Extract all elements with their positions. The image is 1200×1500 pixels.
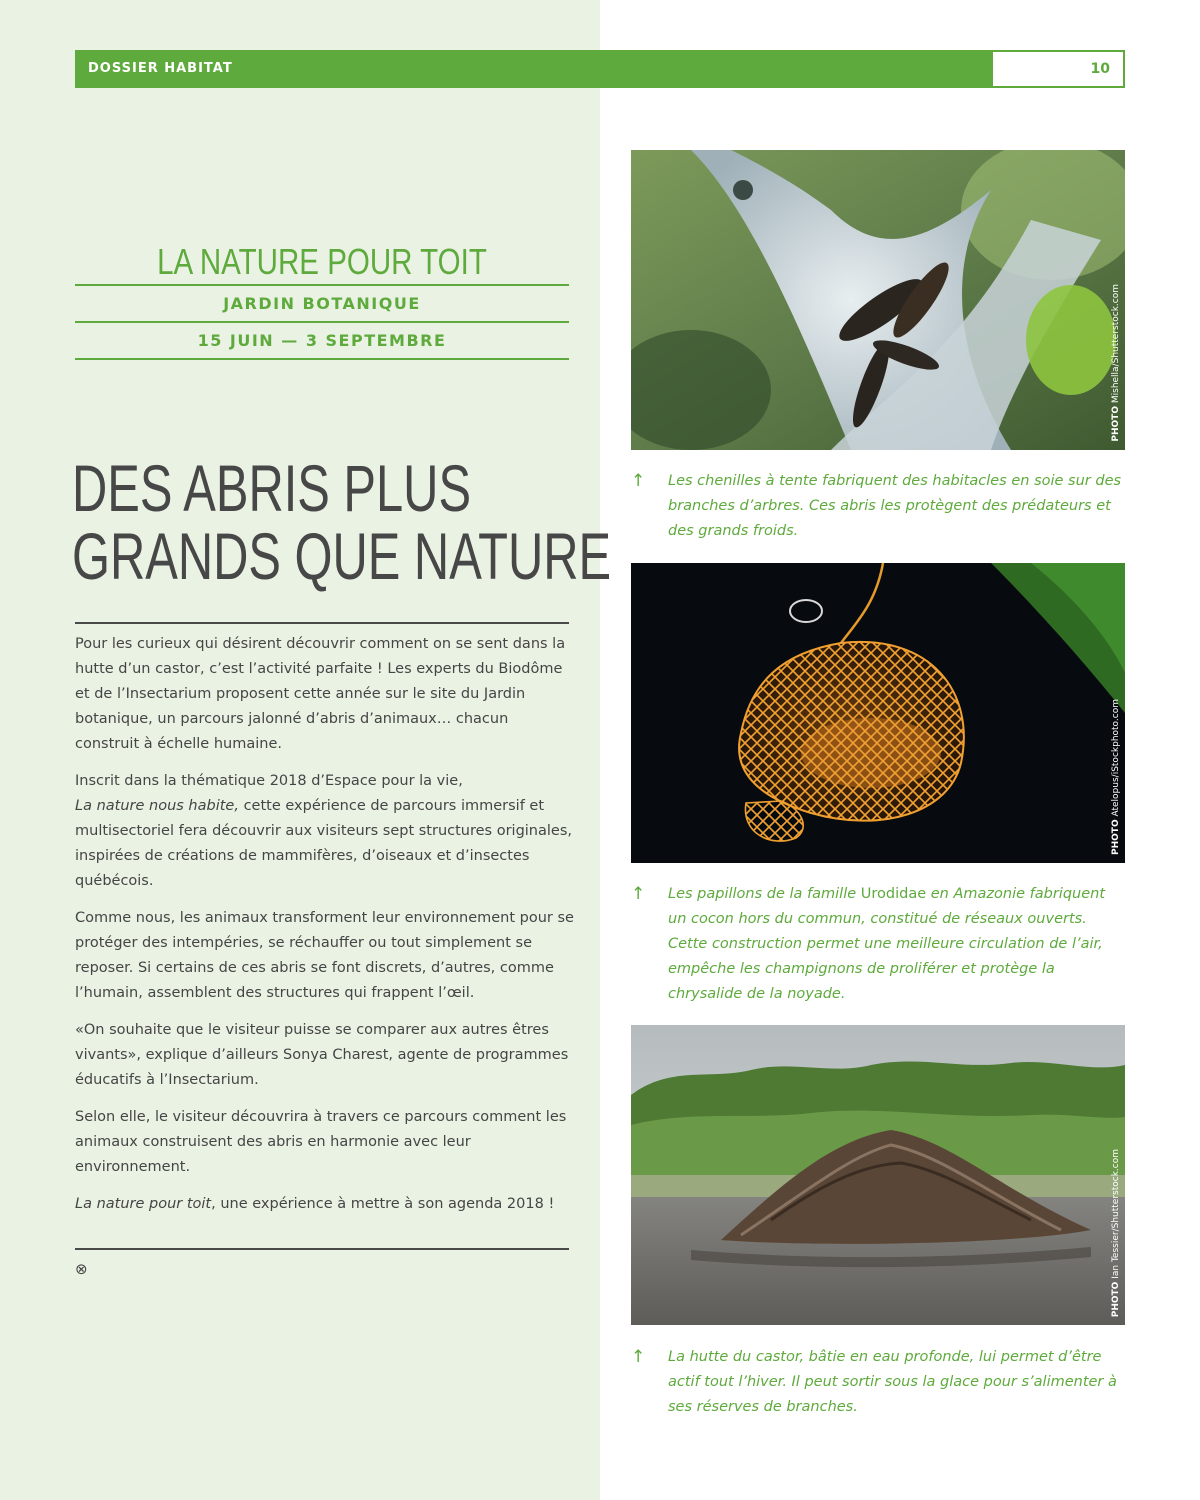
caption-text: Les chenilles à tente fabriquent des habitacles en soie sur des branches d’arbres. Ces abris les protègent des prédateurs et des grands froids. [668, 473, 1122, 539]
photo-beaver-lodge [631, 1025, 1125, 1325]
arrow-up-icon: ↑ [631, 471, 646, 491]
caption-text: La hutte du castor, bâtie en eau profonde, lui permet d’être actif tout l’hiver. Il peut sortir sous la glace pour s’alimenter à ses réserves de branches. [668, 1349, 1117, 1415]
paragraph-rest: , une expérience à mettre à son agenda 2018 ! [211, 1196, 555, 1212]
paragraph: Pour les curieux qui désirent découvrir comment on se sent dans la hutte d’un castor, c’est l’activité parfaite ! Les experts du Biodôme et de l’Insectarium proposent cette année sur le site du Jardin botanique, un parcours jalonné d’abris d’animaux… chacun construit à échelle humaine. [75, 636, 566, 752]
section-label: DOSSIER HABITAT [88, 61, 233, 76]
body-top-rule [75, 622, 569, 624]
family-name: Urodidae [860, 886, 927, 902]
page-number: 10 [1090, 61, 1110, 77]
caption-text: Les papillons de la famille Urodidae en Amazonie fabriquent un cocon hors du commun, constitué de réseaux ouverts. Cette construction permet une meilleure circulation de l’air, empêche les champignons de proliférer et protège la chrysalide de la noyade. [668, 886, 1106, 1002]
headline-line-1: DES ABRIS PLUS [72, 451, 472, 525]
paragraph [75, 769, 575, 894]
headline-line-2: GRANDS QUE NATURE [72, 519, 612, 593]
article-headline [72, 451, 612, 593]
series-title: La nature nous habite, [75, 798, 239, 814]
cocoon-image [631, 563, 1125, 863]
event-title-italic: La nature pour toit [75, 1196, 212, 1212]
paragraph: Selon elle, le visiteur découvrira à travers ce parcours comment les animaux construisent des abris en harmonie avec leur environnement. [75, 1109, 567, 1175]
page-number-box [993, 52, 1123, 86]
body-bottom-rule [75, 1248, 569, 1250]
arrow-up-icon: ↑ [631, 884, 646, 904]
event-venue: JARDIN BOTANIQUE [223, 294, 421, 313]
paragraph-lead: Inscrit dans la thématique 2018 d’Espace pour la vie, [75, 773, 463, 789]
photo-credit: PHOTO Atelopus/iStockphoto.com [1111, 699, 1121, 855]
paragraph [75, 1192, 575, 1217]
beaver-lodge-image [631, 1025, 1125, 1325]
event-dates: 15 JUIN — 3 SEPTEMBRE [197, 331, 447, 350]
paragraph: «On souhaite que le visiteur puisse se comparer aux autres êtres vivants», explique d’ailleurs Sonya Charest, agente de programmes éducatifs à l’Insectarium. [75, 1022, 569, 1088]
arrow-up-icon: ↑ [631, 1347, 646, 1367]
event-info [75, 240, 569, 360]
photo-credit: PHOTO Mishella/Shutterstock.com [1111, 284, 1121, 442]
photo-tent-caterpillars [631, 150, 1125, 450]
photo-credit: PHOTO Ian Tessier/Shutterstock.com [1111, 1148, 1121, 1317]
header-bar [75, 50, 1125, 88]
end-mark-icon: ⊗ [75, 1260, 88, 1278]
caterpillar-image [631, 150, 1125, 450]
paragraph: Comme nous, les animaux transforment leur environnement pour se protéger des intempéries, se réchauffer ou tout simplement se reposer. Si certains de ces abris se font discrets, d’autres, comme l’humain, assemblent des structures qui frappent l’œil. [75, 910, 574, 1001]
paragraph-rest: cette expérience de parcours immersif et multisectoriel fera découvrir aux visiteurs sept structures originales, inspirées de créations de mammifères, d’oiseaux et d’insectes québécois. [75, 798, 572, 889]
photo-urodidae-cocoon [631, 563, 1125, 863]
event-title: LA NATURE POUR TOIT [157, 241, 487, 282]
article-body [75, 632, 575, 1229]
divider [75, 358, 569, 360]
